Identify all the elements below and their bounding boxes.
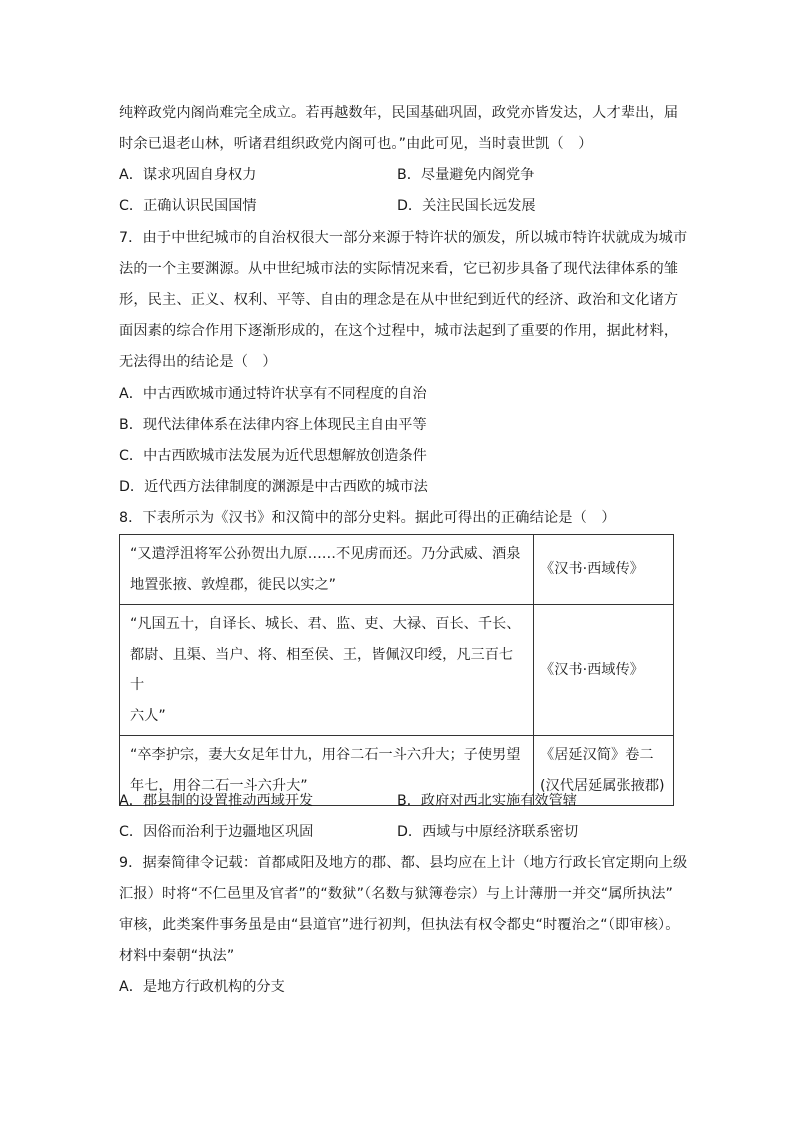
q7-stem-line-5: 无法得出的结论是（ ）: [119, 354, 277, 370]
source-line: (汉代居延属张掖郡): [540, 777, 665, 794]
q8-option-d: D．西域与中原经济联系密切: [397, 824, 579, 840]
q8-stem: 8．下表所示为《汉书》和汉简中的部分史料。据此可得出的正确结论是（ ）: [119, 510, 616, 526]
q6-option-c: C．正确认识民国国情: [119, 198, 257, 214]
q7-option-d: D．近代西方法律制度的渊源是中古西欧的城市法: [119, 479, 428, 495]
q6-stem-line-1: 纯粹政党内阁尚难完全成立。若再越数年，民国基础巩固，政党亦皆发达，人才辈出，届: [119, 105, 679, 121]
q7-option-b: B．现代法律体系在法律内容上体现民主自由平等: [119, 417, 427, 433]
q9-stem-line-2: 汇报）时将“不仁邑里及官者”的“数狱”（名数与狱簿卷宗）与上计薄册一并交“属所执法”: [119, 886, 674, 902]
q8-row2-source: [534, 605, 674, 736]
quote-line: 地置张掖、敦煌郡，徙民以实之”: [130, 576, 336, 593]
q6-option-d: D．关注民国长远发展: [397, 198, 536, 214]
q8-option-b: B．政府对西北实施有效管辖: [397, 793, 577, 809]
q8-row2-quote: [120, 605, 534, 736]
q9-stem-line-3: 审核，此类案件事务虽是由“县道官”进行初判，但执法有权令都史“时覆治之“（即审核）。: [119, 917, 680, 933]
quote-line: “卒李护宗，妻大女足年廿九，用谷二石一斗六升大；子使男望: [130, 747, 521, 763]
quote-line: “凡国五十，自译长、城长、君、监、吏、大禄、百长、千长、: [130, 616, 521, 632]
q7-stem-line-4: 面因素的综合作用下逐渐形成的，在这个过程中，城市法起到了重要的作用，据此材料，: [119, 323, 679, 339]
source-line: 《汉书·西域传》: [540, 661, 644, 678]
quote-line: 年七，用谷二石一斗六升大”: [130, 777, 308, 794]
q9-stem-line-1: 9．据秦简律令记载：首都咸阳及地方的郡、都、县均应在上计（地方行政长官定期向上级: [119, 855, 688, 871]
source-line: 《居延汉简》卷二: [540, 747, 654, 763]
q8-option-c: C．因俗而治利于边疆地区巩固: [119, 824, 314, 840]
quote-line: 都尉、且渠、当户、将、相至侯、王，皆佩汉印绶，凡三百七十: [130, 646, 514, 693]
q7-stem-line-3: 形，民主、正义、权利、平等、自由的理念是在从中世纪到近代的经济、政治和文化诸方: [119, 292, 679, 308]
table-row: [120, 535, 674, 605]
quote-line: 六人”: [130, 707, 166, 724]
q8-row1-source: [534, 535, 674, 605]
q6-option-a: A．谋求巩固自身权力: [119, 167, 257, 183]
q9-stem-line-4: 材料中秦朝“执法”: [119, 948, 235, 964]
q6-option-b: B．尽量避免内阁党争: [397, 167, 535, 183]
q8-option-a: A．郡县制的设置推动西域开发: [119, 793, 314, 809]
source-line: 《汉书·西域传》: [540, 561, 644, 578]
q9-option-a: A．是地方行政机构的分支: [119, 979, 285, 995]
q7-option-c: C．中古西欧城市法发展为近代思想解放创造条件: [119, 448, 427, 464]
q7-stem-line-1: 7．由于中世纪城市的自治权很大一部分来源于特许状的颁发，所以城市特许状就成为城市: [119, 230, 688, 246]
q7-stem-line-2: 法的一个主要渊源。从中世纪城市法的实际情况来看，它已初步具备了现代法律体系的雏: [119, 261, 679, 277]
quote-line: “又遣浮沮将军公孙贺出九原……不见虏而还。乃分武威、酒泉: [130, 546, 521, 562]
q8-row1-quote: [120, 535, 534, 605]
q6-stem-line-2: 时余已退老山林，听诸君组织政党内阁可也。”由此可见，当时袁世凯（ ）: [119, 136, 593, 152]
q8-source-table: [119, 534, 674, 806]
q7-option-a: A．中古西欧城市通过特许状享有不同程度的自治: [119, 386, 427, 402]
table-row: [120, 605, 674, 736]
